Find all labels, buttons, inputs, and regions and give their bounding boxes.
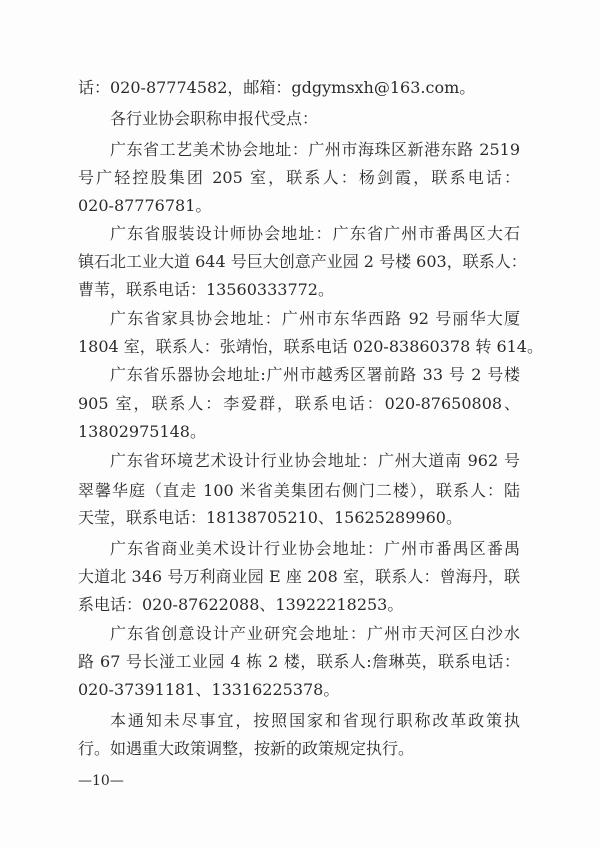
text-line: 各行业协会职称申报代受点： [110, 109, 319, 128]
text-line: 020-87776781。 [78, 196, 212, 215]
text-line: 曹苇，联系电话：13560333772。 [78, 280, 334, 299]
text-line: 广东省工艺美术协会地址：广州市海珠区新港东路 2519 [110, 140, 520, 159]
text-line: 本通知未尽事宜，按照国家和省现行职称改革政策执 [110, 711, 520, 730]
text-line: 翠馨华庭（直走 100 米省美集团右侧门二楼），联系人：陆 [78, 481, 520, 500]
text-line: 广东省创意设计产业研究会地址：广州市天河区白沙水 [110, 624, 520, 643]
text-line: 13802975148。 [78, 422, 206, 441]
text-line: 镇石北工业大道 644 号巨大创意产业园 2 号楼 603，联系人： [78, 252, 527, 271]
text-line: 905 室，联系人：李爱群，联系电话：020-87650808、 [78, 394, 520, 413]
text-line: 广东省乐器协会地址:广州市越秀区署前路 33 号 2 号楼 [110, 365, 520, 384]
text-line: 020-37391181、13316225378。 [78, 680, 340, 699]
text-line: 广东省商业美术设计行业协会地址：广州市番禺区番禺 [110, 539, 520, 558]
text-line: 广东省环境艺术设计行业协会地址：广州大道南 962 号 [110, 451, 520, 470]
text-line: 广东省服装设计师协会地址：广东省广州市番禺区大石 [110, 224, 520, 243]
text-line: 系电话：020-87622088、13922218253。 [78, 595, 404, 614]
text-line: 话：020-87774582，邮箱：gdgymsxh@163.com。 [78, 78, 476, 97]
text-line: 1804 室，联系人：张靖怡，联系电话 020-83860378 转 614。 [78, 337, 543, 356]
text-line: 行。如遇重大政策调整，按新的政策规定执行。 [78, 739, 415, 758]
text-line: 号广轻控股集团 205 室，联系人：杨剑霞，联系电话： [78, 168, 520, 187]
text-line: 广东省家具协会地址：广州市东华西路 92 号丽华大厦 [110, 309, 520, 328]
text-line: 路 67 号长湴工业园 4 栋 2 楼，联系人:詹琳英，联系电话： [78, 652, 520, 671]
text-line: 天莹，联系电话：18138705210、15625289960。 [78, 508, 462, 527]
page-number: —10— [78, 773, 124, 789]
text-line: 大道北 346 号万利商业园 E 座 208 室，联系人：曾海丹，联 [78, 567, 520, 586]
